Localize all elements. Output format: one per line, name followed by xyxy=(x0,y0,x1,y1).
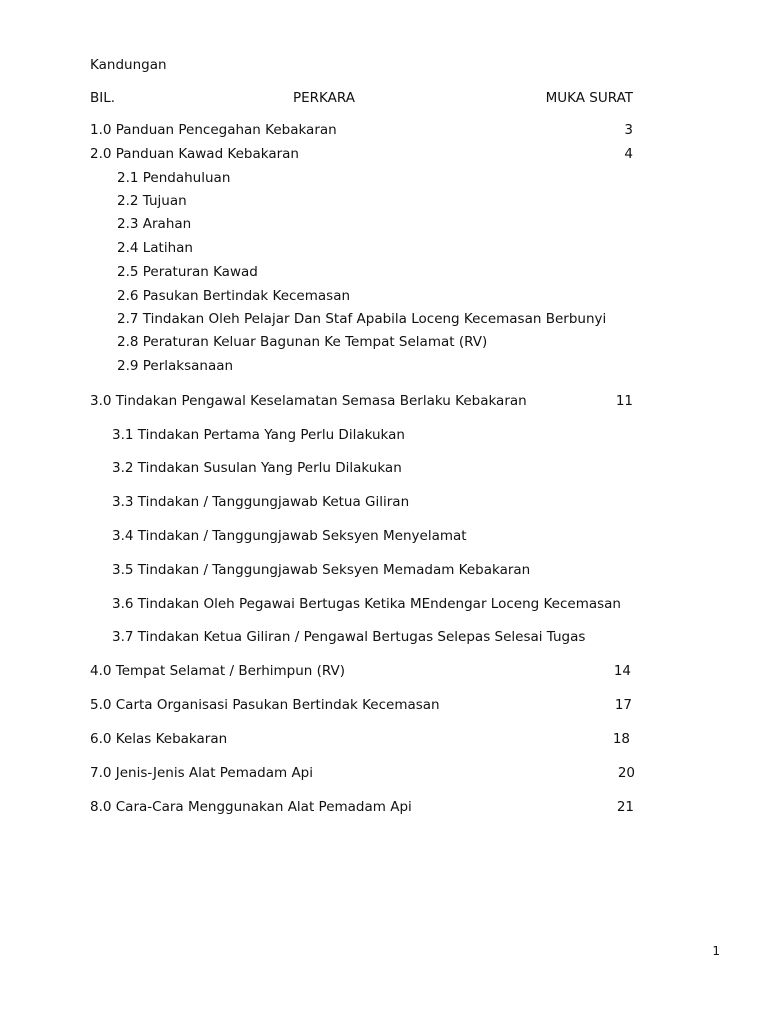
toc-entry-8-0: 8.0 Cara-Cara Menggunakan Alat Pemadam Api xyxy=(90,799,412,815)
toc-entry-2-2: 2.2 Tujuan xyxy=(117,193,187,209)
toc-entry-4-0: 4.0 Tempat Selamat / Berhimpun (RV) xyxy=(90,663,346,679)
toc-page-8-0: 21 xyxy=(616,799,634,815)
toc-entry-3-2: 3.2 Tindakan Susulan Yang Perlu Dilakukan xyxy=(112,460,402,476)
toc-entry-3-5: 3.5 Tindakan / Tanggungjawab Seksyen Memadam Kebakaran xyxy=(112,562,531,578)
toc-entry-2-9: 2.9 Perlaksanaan xyxy=(117,358,234,374)
toc-heading: Kandungan xyxy=(90,57,167,73)
toc-entry-2-4: 2.4 Latihan xyxy=(117,240,193,256)
page-number: 1 xyxy=(712,944,720,958)
toc-entry-2-5: 2.5 Peraturan Kawad xyxy=(117,264,258,280)
toc-page-6-0: 18 xyxy=(612,731,630,747)
column-header-bil: BIL. xyxy=(90,90,116,106)
column-header-perkara: PERKARA xyxy=(293,90,355,106)
toc-entry-3-3: 3.3 Tindakan / Tanggungjawab Ketua Giliran xyxy=(112,494,410,510)
toc-entry-2-1: 2.1 Pendahuluan xyxy=(117,170,231,186)
toc-entry-6-0: 6.0 Kelas Kebakaran xyxy=(90,731,228,747)
toc-entry-3-7: 3.7 Tindakan Ketua Giliran / Pengawal Bertugas Selepas Selesai Tugas xyxy=(112,629,586,645)
toc-entry-2-7: 2.7 Tindakan Oleh Pelajar Dan Staf Apabila Loceng Kecemasan Berbunyi xyxy=(117,311,607,327)
toc-entry-1-0: 1.0 Panduan Pencegahan Kebakaran xyxy=(90,122,337,138)
toc-page-1-0: 3 xyxy=(624,122,633,138)
toc-page-4-0: 14 xyxy=(613,663,631,679)
toc-entry-2-0: 2.0 Panduan Kawad Kebakaran xyxy=(90,146,299,162)
toc-entry-2-6: 2.6 Pasukan Bertindak Kecemasan xyxy=(117,288,351,304)
toc-entry-3-4: 3.4 Tindakan / Tanggungjawab Seksyen Menyelamat xyxy=(112,528,467,544)
toc-page-7-0: 20 xyxy=(617,765,635,781)
toc-entry-3-1: 3.1 Tindakan Pertama Yang Perlu Dilakukan xyxy=(112,427,405,443)
toc-entry-3-0: 3.0 Tindakan Pengawal Keselamatan Semasa Berlaku Kebakaran xyxy=(90,393,527,409)
toc-entry-2-3: 2.3 Arahan xyxy=(117,216,192,232)
toc-entry-5-0: 5.0 Carta Organisasi Pasukan Bertindak Kecemasan xyxy=(90,697,440,713)
toc-page-2-0: 4 xyxy=(624,146,633,162)
toc-entry-7-0: 7.0 Jenis-Jenis Alat Pemadam Api xyxy=(90,765,314,781)
toc-page-5-0: 17 xyxy=(614,697,632,713)
column-header-muka-surat: MUKA SURAT xyxy=(545,90,633,106)
toc-entry-3-6: 3.6 Tindakan Oleh Pegawai Bertugas Ketika MEndengar Loceng Kecemasan xyxy=(112,596,621,612)
toc-page-3-0: 11 xyxy=(615,393,633,409)
toc-entry-2-8: 2.8 Peraturan Keluar Bagunan Ke Tempat Selamat (RV) xyxy=(117,334,488,350)
